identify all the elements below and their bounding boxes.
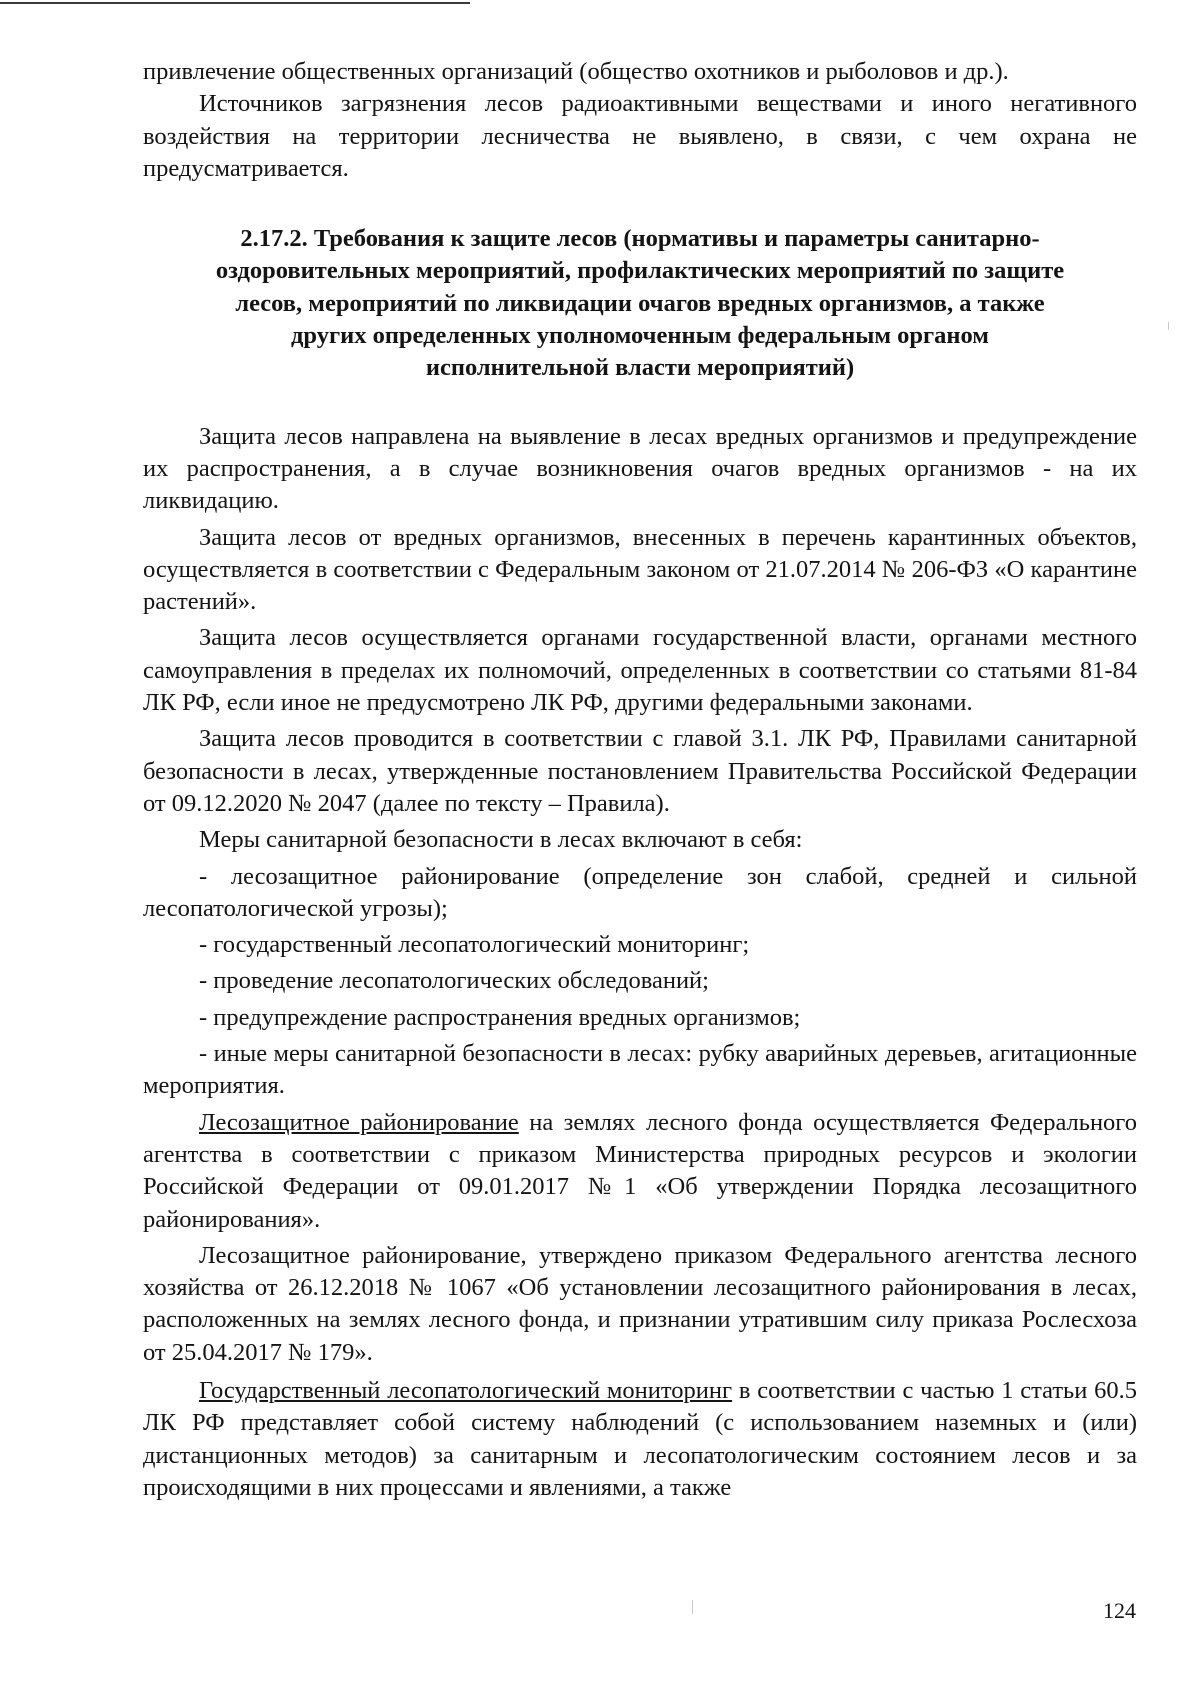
paragraph-measures-intro: Меры санитарной безопасности в лесах включают в себя: [199,826,803,854]
document-page [143,56,1137,1504]
paragraph-zoning [143,1107,1137,1236]
paragraph-authorities: Защита лесов осуществляется органами государственной власти, органами местного самоуправления в пределах их полномочий, определенных в соответствии со статьями 81-84 ЛК РФ, если иное не предусмотрено ЛК РФ, другими федеральными законами. [143,624,1137,717]
section-heading-line: оздоровительных мероприятий, профилактических мероприятий по защите [215,257,1065,285]
list-item: - проведение лесопатологических обследований; [199,967,709,995]
list-item: - государственный лесопатологический мониторинг; [199,931,750,959]
list-item: - предупреждение распространения вредных организмов; [199,1003,801,1031]
list-item: - лесозащитное районирование (определение зон слабой, средней и сильной лесопатологической угрозы); [143,862,1137,922]
underlined-term-monitoring: Государственный лесопатологический мониторинг [199,1376,733,1404]
section-heading-line: других определенных уполномоченным федеральным органом [291,322,989,350]
paragraph-sanitary-rules: Защита лесов проводится в соответствии с главой 3.1. ЛК РФ, Правилами санитарной безопасности в лесах, утвержденные постановлением Правительства Российской Федерации от 09.12.2020 № 2047 (далее по тексту – Правила). [143,725,1137,817]
paragraph-quarantine-law: Защита лесов от вредных организмов, внесенных в перечень карантинных объектов, осуществляется в соответствии с Федеральным законом от 21.07.2014 № 206-ФЗ «О карантине растений». [143,523,1137,616]
paragraph-zoning-text: на землях лесного фонда осуществляется Федерального агентства в соответствии с приказом Министерства природных ресурсов и экологии Российской Федерации от 09.01.2017 №1 «Об утверждении Порядка лесозащитного районирования». [143,1108,1137,1233]
measures-list [143,861,1137,1103]
section-heading-line: исполнительной власти мероприятий) [425,354,855,382]
list-item: - иные меры санитарной безопасности в лесах: рубку аварийных деревьев, агитационные мероприятия. [143,1040,1137,1100]
section-heading [143,223,1137,384]
paragraph-radiation-sources: Источников загрязнения лесов радиоактивными веществами и иного негативного воздействия на территории лесничества не выявлено, в связи, с чем охрана не предусматривается. [143,90,1137,182]
section-heading-line: лесов, мероприятий по ликвидации очагов вредных организмов, а также [235,289,1045,317]
scan-top-edge-line [0,2,470,4]
paragraph-zoning-order: Лесозащитное районирование, утверждено приказом Федерального агентства лесного хозяйства от 26.12.2018 № 1067 «Об установлении лесозащитного районирования в лесах, расположенных на землях лесного фонда, и признании утратившим силу приказа Рослесхоза от 25.04.2017 № 179». [143,1241,1137,1366]
page-number: 124 [1103,1598,1136,1623]
scan-artifact [692,1600,693,1614]
paragraph-intro-continuation: привлечение общественных организаций (общество охотников и рыболовов и др.). [143,58,1009,85]
paragraph-monitoring [143,1375,1137,1504]
scan-artifact [1168,322,1169,330]
paragraph-monitoring-text: в соответствии с частью 1 статьи 60.5 ЛК РФ представляет собой систему наблюдений (с использованием наземных и (или) дистанционных методов) за санитарным и лесопатологическим состоянием лесов и за происходящими в них процессами и явлениями, а также [143,1376,1137,1501]
section-heading-line: 2.17.2. Требования к защите лесов (нормативы и параметры санитарно- [240,225,1040,253]
paragraph-protection-purpose: Защита лесов направлена на выявление в лесах вредных организмов и предупреждение их распространения, а в случае возникновения очагов вредных организмов - на их ликвидацию. [143,422,1137,515]
underlined-term-zoning: Лесозащитное районирование [199,1108,519,1136]
